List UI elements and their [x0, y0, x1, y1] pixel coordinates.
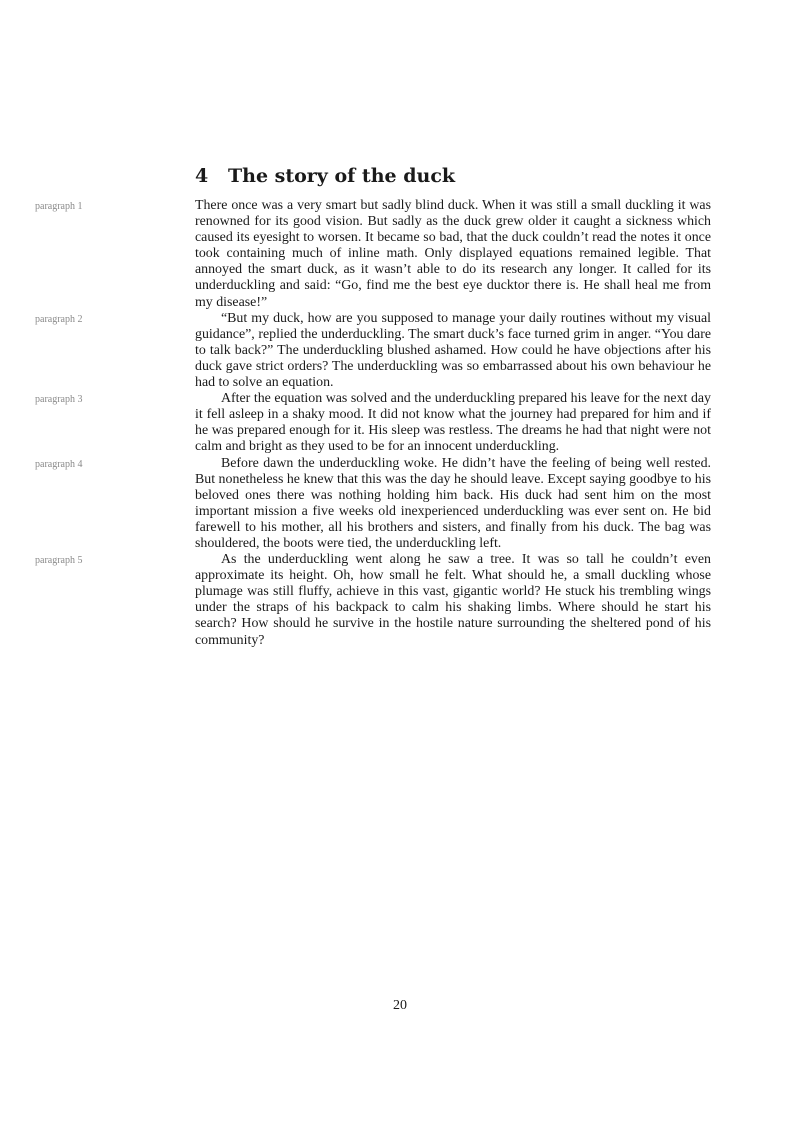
margin-label-2: paragraph 2 — [35, 313, 83, 325]
paragraph-5-text: As the underduckling went along he saw a tree. It was so tall he couldn’t even approximate its height. Oh, how small he felt. What should he, a small duckling whose plumage was still fluffy, achieve in this vast, gigantic world? He stuck his trembling wings under the straps of his backpack to calm his shaking limbs. Where should he start his search? How should he survive in the hostile nature surrounding the sheltered pond of his community? — [195, 552, 711, 648]
paragraph-1 — [35, 198, 711, 311]
margin-label-4: paragraph 4 — [35, 458, 83, 470]
section-heading — [195, 162, 455, 190]
paragraph-4 — [35, 455, 711, 553]
paragraph-1-text: There once was a very smart but sadly blind duck. When it was still a small duckling it was renowned for its good vision. But sadly as the duck grew older it caught a sickness which caused its eyesight to worsen. It became so bad, that the duck couldn’t read the notes it once took containing much of inline math. Only displayed equations remained legible. That annoyed the smart duck, as it wasn’t able to do its research any longer. It called for its underduckling and said: “Go, find me the best eye ducktor there is. He shall heal me from my disease!” — [195, 198, 711, 310]
section-number: 4 — [195, 165, 209, 187]
body-text — [35, 198, 711, 649]
section-title: The story of the duck — [228, 165, 456, 187]
margin-label-5: paragraph 5 — [35, 555, 83, 567]
paragraph-3 — [35, 391, 711, 455]
paragraph-3-text: After the equation was solved and the underduckling prepared his leave for the next day it fell asleep in a shaky mood. It did not know what the journey had prepared for him and if he was prepared enough for it. His sleep was restless. The dreams he had that night were not calm and bright as they used to be for an innocent underduckling. — [195, 391, 711, 455]
paragraph-2 — [35, 310, 711, 391]
margin-label-1: paragraph 1 — [35, 201, 83, 212]
paragraph-4-text: Before dawn the underduckling woke. He didn’t have the feeling of being well rested. But nonetheless he knew that this was the day he should leave. Except saying goodbye to his beloved ones there was nothing holding him back. His duck had sent him on the most important mission a five weeks old inexperienced underduckling was ever sent on. He bid farewell to his mother, all his brothers and sisters, and finally from his duck. The bag was shouldered, the boots were tied, the underduckling left. — [195, 455, 711, 551]
page-number: 20 — [393, 998, 407, 1013]
paragraph-5 — [35, 552, 711, 649]
margin-label-3: paragraph 3 — [35, 394, 83, 406]
paragraph-2-text: “But my duck, how are you supposed to manage your daily routines without my visual guidance”, replied the underduckling. The smart duck’s face turned grim in anger. “You dare to talk back?” The underduckling blushed ashamed. How could he have objections after his duck gave strict orders? The underduckling was so embarrassed about his own behaviour he had to solve an equation. — [195, 310, 711, 391]
